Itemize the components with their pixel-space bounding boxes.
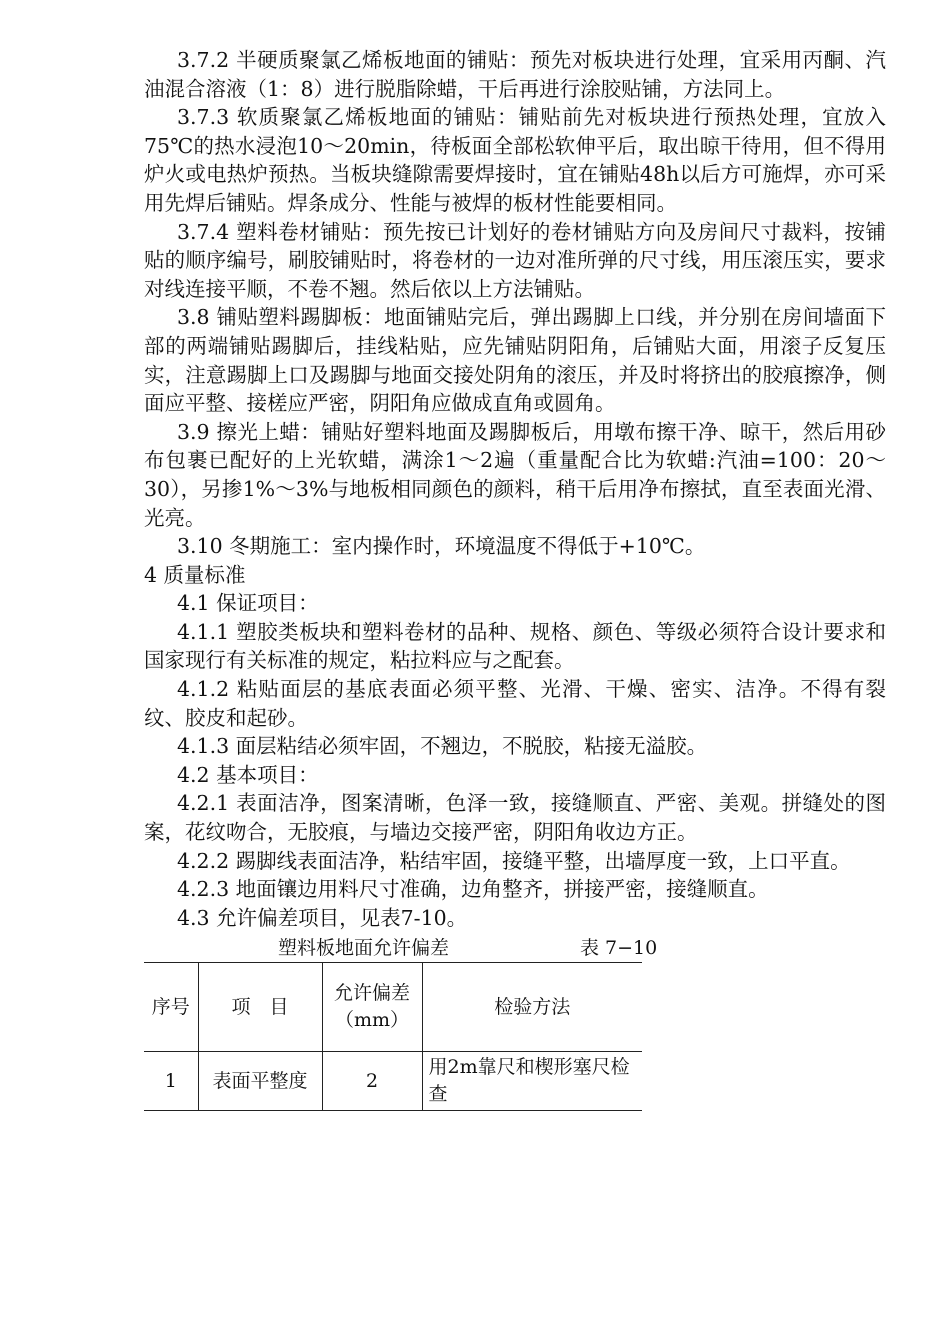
section-heading: 4 质量标准 [144,562,246,587]
header-method: 检验方法 [422,963,642,1052]
paragraph-3-10: 3.10 冬期施工：室内操作时，环境温度不得低于+10℃。 [177,534,706,559]
quality-item-4-2-1: 4.2.1 表面洁净，图案清晰，色泽一致，接缝顺直、严密、美观。拼缝处的图案，花纹吻合，无胶痕，与墙边交接严密，阴阳角收边方正。 [144,791,886,845]
quality-item-4-3: 4.3 允许偏差项目，见表7-10。 [177,905,468,930]
paragraph-3-7-4: 3.7.4 塑料卷材铺贴：预先按已计划好的卷材铺贴方向及房间尺寸裁料，按铺贴的顺序编号，刷胶铺贴时，将卷材的一边对准所弹的尺寸线，用压滚压实，要求对线连接平顺，不卷不翘。然后依以上方法铺贴。 [144,219,886,301]
quality-item-4-2: 4.2 基本项目： [177,762,319,787]
cell-method: 用2m靠尺和楔形塞尺检查 [422,1052,642,1111]
quality-item-4-1-3: 4.1.3 面层粘结必须牢固，不翘边，不脱胶，粘接无溢胶。 [177,734,708,759]
cell-index: 1 [144,1052,198,1111]
cell-tolerance: 2 [322,1052,422,1111]
quality-item-4-1-2: 4.1.2 粘贴面层的基底表面必须平整、光滑、干燥、密实、洁净。不得有裂纹、胶皮和起砂。 [144,677,886,730]
quality-item-4-1-1: 4.1.1 塑胶类板块和塑料卷材的品种、规格、颜色、等级必须符合设计要求和国家现行有关标准的规定，粘拉料应与之配套。 [144,619,886,673]
table-title: 塑料板地面允许偏差 [278,937,450,960]
quality-item-4-2-2: 4.2.2 踢脚线表面洁净，粘结牢固，接缝平整，出墙厚度一致，上口平直。 [177,848,851,873]
header-item: 项 目 [198,963,322,1052]
header-tolerance: 允许偏差（mm） [322,963,422,1052]
paragraph-3-8: 3.8 铺贴塑料踢脚板：地面铺贴完后，弹出踢脚上口线，并分别在房间墙面下部的两端铺贴踢脚后，挂线粘贴，应先铺贴阴阳角，后铺贴大面，用滚子反复压实，注意踢脚上口及踢脚与地面交接处阴角的滚压，并及时将挤出的胶痕擦净，侧面应平整、接槎应严密，阴阳角应做成直角或圆角。 [144,305,886,416]
table-caption [144,934,886,962]
table-header-row [144,963,642,1052]
paragraph-3-7-2: 3.7.2 半硬质聚氯乙烯板地面的铺贴：预先对板块进行处理，宜采用丙酮、汽油混合溶液（1：8）进行脱脂除蜡，干后再进行涂胶贴铺，方法同上。 [144,48,886,101]
tolerance-table [144,962,642,1111]
document-page [144,46,886,1111]
cell-item: 表面平整度 [198,1052,322,1111]
quality-item-4-2-3: 4.2.3 地面镶边用料尺寸准确，边角整齐，拼接严密，接缝顺直。 [177,877,769,902]
quality-item-4-1: 4.1 保证项目： [177,591,319,616]
paragraph-3-9: 3.9 擦光上蜡：铺贴好塑料地面及踢脚板后，用墩布擦干净、晾干，然后用砂布包裹已配好的上光软蜡，满涂1～2遍（重量配合比为软蜡:汽油=100：20～30），另掺1%～3%与地板相同颜色的颜料，稍干后用净布擦拭，直至表面光滑、光亮。 [144,419,886,530]
header-index: 序号 [144,963,198,1052]
paragraph-3-7-3: 3.7.3 软质聚氯乙烯板地面的铺贴：铺贴前先对板块进行预热处理，宜放入75℃的热水浸泡10～20min，待板面全部松软伸平后，取出晾干待用，但不得用炉火或电热炉预热。当板块缝隙需要焊接时，宜在铺贴48h以后方可施焊，亦可采用先焊后铺贴。焊条成分、性能与被焊的板材性能要相同。 [144,105,886,215]
table-number: 表 7−10 [580,937,658,960]
table-row [144,1052,642,1111]
